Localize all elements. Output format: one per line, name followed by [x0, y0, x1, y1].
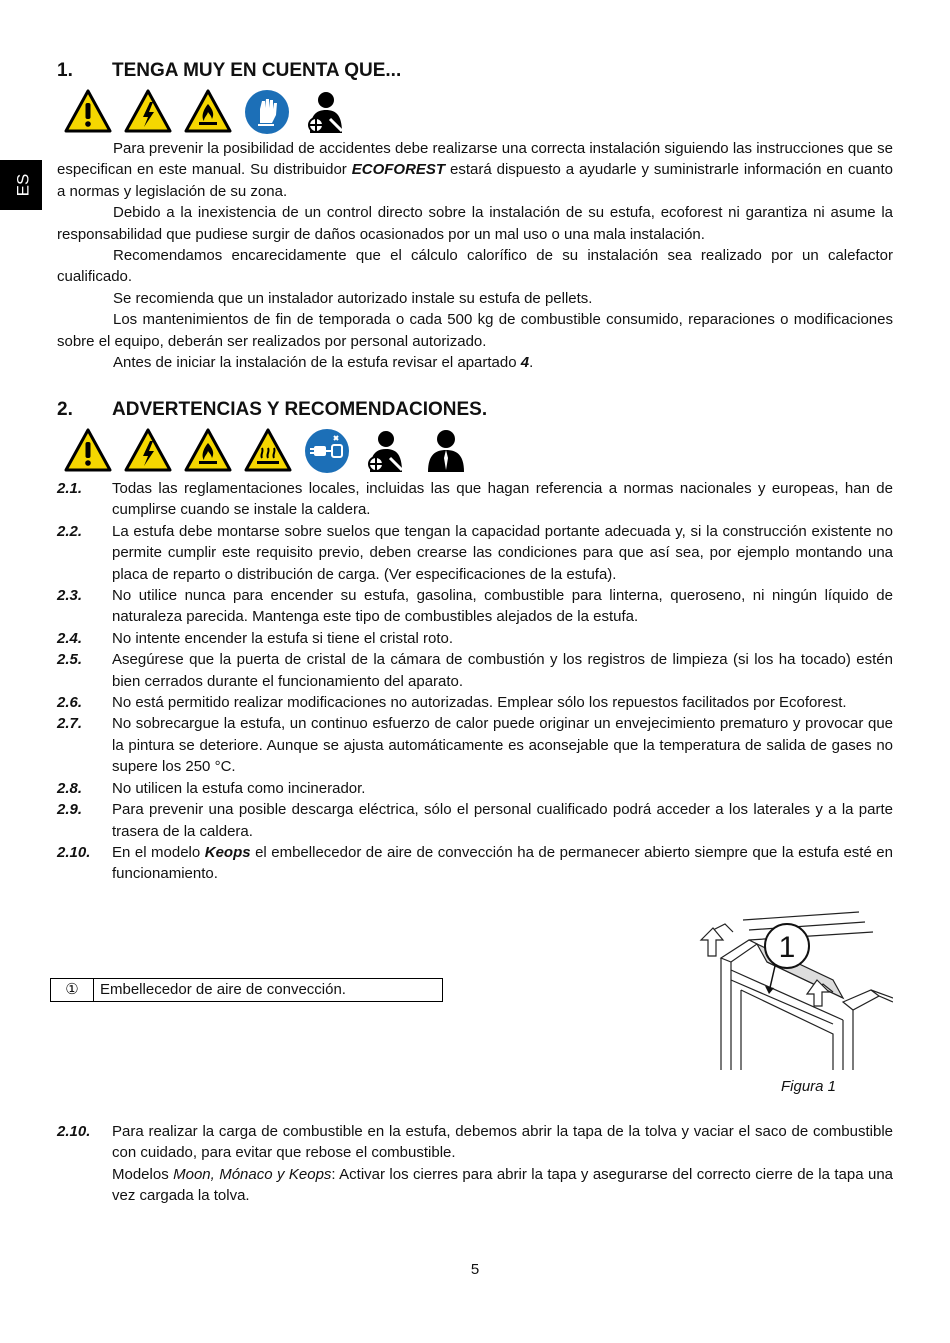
- figure-caption: Figura 1: [781, 1078, 837, 1095]
- paragraph: Debido a la inexistencia de un control directo sobre la instalación de su estufa, ecoforest ni garantiza ni asume la responsabilidad que pudiese surgir de daños ocasionados por un mal uso o una mala instalación.: [57, 204, 893, 243]
- paragraph: Antes de iniciar la instalación de la estufa revisar el apartado 4.: [113, 354, 534, 372]
- warning-exclamation-icon: [64, 428, 112, 472]
- list-item: 2.4. No intente encender la estufa si tiene el cristal roto.: [57, 629, 454, 647]
- user-icon: [422, 428, 470, 474]
- section-2-heading: 2. ADVERTENCIAS Y RECOMENDACIONES.: [57, 399, 488, 420]
- airflow-arrow-icon: [701, 928, 723, 956]
- section-2-list: [57, 478, 893, 885]
- paragraph: Los mantenimientos de fin de temporada o cada 500 kg de combustible consumido, reparaciones o modificaciones sobre el equipo, deberán ser realizados por personal autorizado.: [57, 311, 893, 350]
- section-1-body: [57, 138, 893, 373]
- list-item: 2.2. La estufa debe montarse sobre suelos que tengan la capacidad portante adecuada y, si la construcción existente no permite cumplir este requisito previo, deben crearse las condiciones para que así sea, por ejemplo montando una placa de reparto o distribución de carga. (Ver especificaciones de la estufa).: [57, 522, 893, 583]
- figure-legend: [50, 978, 443, 1002]
- fire-hazard-icon: [184, 428, 232, 472]
- electric-hazard-icon: [124, 428, 172, 472]
- legend-text: Embellecedor de aire de convección.: [100, 981, 346, 998]
- qualified-technician-icon: [362, 428, 410, 474]
- disconnect-power-icon: [304, 428, 350, 474]
- list-item: 2.10. Para realizar la carga de combustible en la estufa, debemos abrir la tapa de la tolva y vaciar el saco de combustible con cuidado, para evitar que rebose el combustible. Modelos Moon, Mónaco y Keops: Activar los cierres para abrir la tapa y asegurarse del correcto cierre de la tapa una vez cargada la tolva.: [57, 1123, 893, 1205]
- callout-number: 1: [778, 931, 796, 964]
- section-2-list-continued: [57, 1121, 893, 1207]
- paragraph: Para prevenir la posibilidad de accidentes debe realizarse una correcta instalación siguiendo las instrucciones que se especifican en este manual. Su distribuidor ECOFOREST estará dispuesto a ayudarle y suministrarle información en cuanto a normas y legislación de su zona.: [57, 140, 893, 200]
- legend-symbol: ①: [51, 979, 94, 1001]
- paragraph: Se recomienda que un instalador autorizado instale su estufa de pellets.: [113, 289, 593, 307]
- list-item: 2.6. No está permitido realizar modificaciones no autorizadas. Emplear sólo los repuestos facilitados por Ecoforest.: [57, 694, 847, 712]
- list-item: 2.10. En el modelo Keops el embellecedor de aire de convección ha de permanecer abierto siempre que la estufa esté en funcionamiento.: [57, 843, 893, 883]
- list-item: 2.5. Asegúrese que la puerta de cristal de la cámara de combustión y los registros de limpieza (si los ha tocado) estén bien cerrados durante el funcionamiento del aparato.: [57, 651, 893, 690]
- list-item: 2.8. No utilicen la estufa como incinerador.: [57, 779, 366, 797]
- section-2-icons: [64, 428, 470, 474]
- list-item: 2.9. Para prevenir una posible descarga eléctrica, sólo el personal cualificado podrá acceder a los laterales y a la parte trasera de la caldera.: [57, 801, 893, 840]
- section-1-icons: [64, 89, 350, 135]
- warning-exclamation-icon: [64, 89, 112, 133]
- list-item: 2.3. No utilice nunca para encender su estufa, gasolina, combustible para linterna, queroseno, ni ningún líquido de naturaleza parecida. Mantenga este tipo de combustibles alejados de la estufa.: [57, 587, 893, 626]
- section-1-heading: 1. TENGA MUY EN CUENTA QUE...: [57, 60, 402, 81]
- electric-hazard-icon: [124, 89, 172, 133]
- list-item: 2.7. No sobrecargue la estufa, un continuo esfuerzo de calor puede originar un envejecimiento prematuro y provocar que la pintura se deteriore. Aunque se ajusta automáticamente es aconsejable que la temperatura de salida de gases no supere los 250 °C.: [57, 715, 893, 776]
- hot-surface-icon: [244, 428, 292, 472]
- figure-stove-top: [683, 910, 893, 1072]
- list-item: 2.1. Todas las reglamentaciones locales, incluidas las que hagan referencia a normas nacionales y europeas, han de cumplirse cuando se instale la caldera.: [57, 480, 893, 519]
- language-tab: ES: [0, 160, 42, 210]
- fire-hazard-icon: [184, 89, 232, 133]
- wear-gloves-icon: [244, 89, 290, 135]
- paragraph: Recomendamos encarecidamente que el cálculo calorífico de su instalación sea realizado por un calefactor cualificado.: [57, 247, 893, 286]
- page-number: 5: [470, 1261, 480, 1278]
- qualified-technician-icon: [302, 89, 350, 135]
